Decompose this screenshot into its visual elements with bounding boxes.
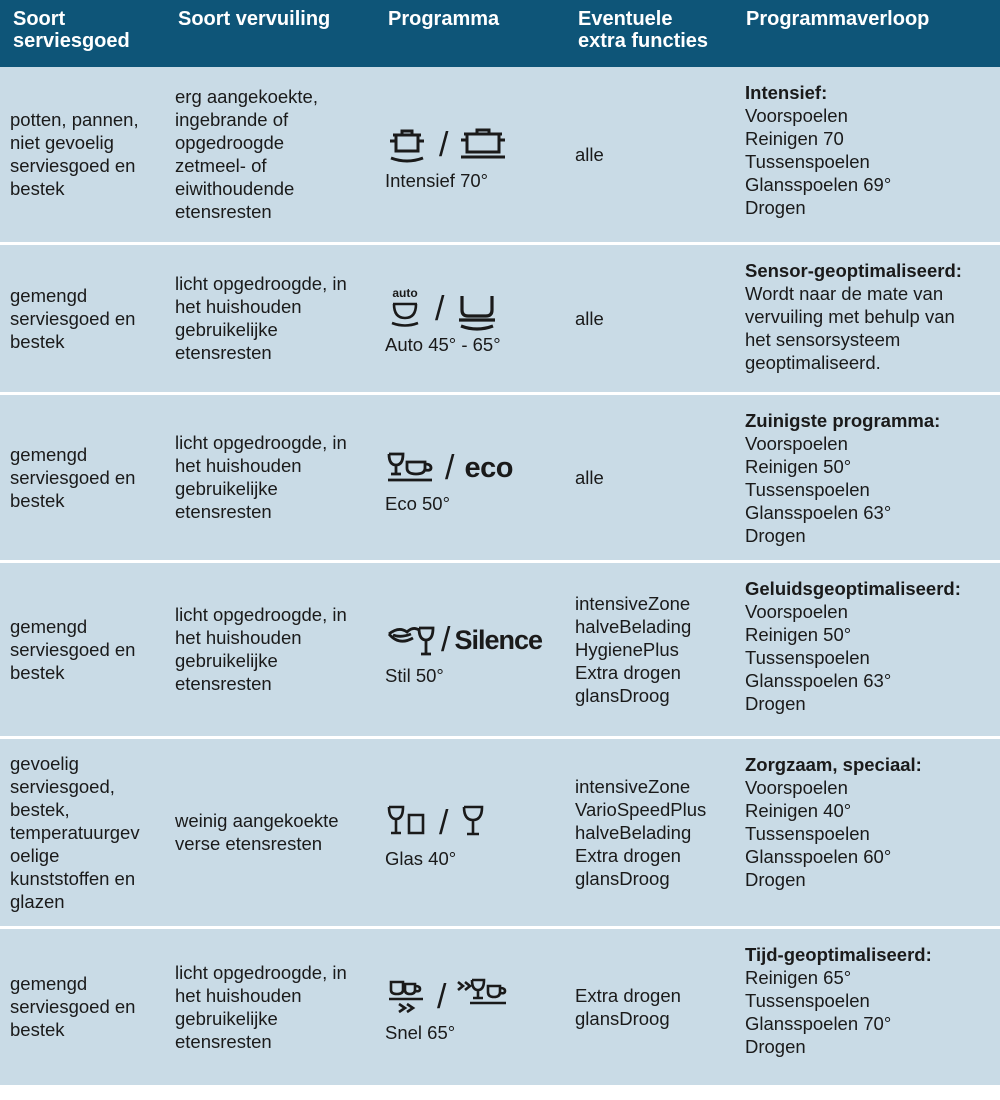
verloop-title: Zorgzaam, speciaal: <box>745 753 922 775</box>
text-line: Glansspoelen 70° <box>745 1012 892 1034</box>
text-line: het sensorsysteem <box>745 328 901 350</box>
text-line: Reinigen 50° <box>745 455 852 477</box>
text-line: etensresten <box>175 673 272 694</box>
text-line: Reinigen 50° <box>745 623 852 645</box>
text-line: Voorspoelen <box>745 600 848 622</box>
cell-vervuiling <box>165 561 375 737</box>
text-line: het huishouden <box>175 455 302 476</box>
text-line: Extra drogen <box>575 984 681 1006</box>
text-line: licht opgedroogde, in <box>175 961 347 983</box>
text-line: Tussenspoelen <box>745 646 870 668</box>
program-name: Stil 50° <box>385 664 444 686</box>
text-line: kunststoffen en <box>10 867 136 889</box>
text-line: licht opgedroogde, in <box>175 273 347 294</box>
text-line: serviesgoed en <box>10 155 136 177</box>
cell-extra <box>565 737 733 927</box>
header-programmaverloop: Programmaverloop <box>746 8 930 30</box>
text-line: bestek <box>10 330 65 352</box>
header-extra-functies: Eventuele extra functies <box>578 8 709 52</box>
program-icons <box>385 795 557 851</box>
text-line: erg aangekoekte, <box>175 86 318 108</box>
text-line: het huishouden <box>175 627 302 648</box>
text-line: gemengd <box>10 443 88 465</box>
table-row-eco <box>0 393 1000 561</box>
cell-serviesgoed <box>0 927 165 1085</box>
silence-lips-glass-icon <box>385 622 437 658</box>
text-line: etensresten <box>175 342 272 363</box>
program-icons <box>385 440 557 496</box>
cell-programma <box>375 393 565 561</box>
text-line: bestek <box>10 489 65 511</box>
program-name: Intensief 70° <box>385 169 489 191</box>
icon-separator: / <box>435 289 445 328</box>
text-line: serviesgoed en <box>10 638 136 660</box>
text-line: gebruikelijke <box>175 319 278 340</box>
icon-separator: / <box>439 125 449 164</box>
cell-programma <box>375 737 565 927</box>
cell-serviesgoed <box>0 737 165 927</box>
text-line: Tussenspoelen <box>745 478 870 500</box>
text-line: gebruikelijke <box>175 650 278 671</box>
text-line: bestek <box>10 1019 65 1041</box>
table-row-auto <box>0 243 1000 393</box>
cell-programma <box>375 561 565 737</box>
text-line: licht opgedroogde, in <box>175 604 347 625</box>
text-line: gebruikelijke <box>175 1007 278 1029</box>
text-line: Drogen <box>745 197 806 218</box>
text-line: vervuiling met behulp van <box>745 305 955 327</box>
table-row-glas <box>0 737 1000 927</box>
text-line: Drogen <box>745 524 806 546</box>
auto-bowl-icon <box>454 286 500 332</box>
text-line: halveBelading <box>575 821 692 843</box>
text-line: VarioSpeedPlus <box>575 798 707 820</box>
cell-verloop <box>733 737 1000 927</box>
program-name: Snel 65° <box>385 1022 456 1044</box>
text-line: serviesgoed en <box>10 996 136 1018</box>
text-line: HygienePlus <box>575 638 679 660</box>
text-line: Glansspoelen 69° <box>745 174 892 195</box>
cell-vervuiling <box>165 243 375 393</box>
text-line: gemengd <box>10 284 88 306</box>
text-line: Reinigen 40° <box>745 799 852 821</box>
text-line: gemengd <box>10 973 88 995</box>
cell-extra <box>565 561 733 737</box>
text-line: halveBelading <box>575 615 692 637</box>
icon-separator: / <box>439 803 449 842</box>
text-line: bestek <box>10 661 65 683</box>
text-line: weinig aangekoekte <box>175 810 339 831</box>
text-line: alle <box>575 307 604 329</box>
verloop-title: Sensor-geoptimaliseerd: <box>745 259 962 281</box>
text-line: Voorspoelen <box>745 432 848 454</box>
text-line: ingebrande of <box>175 109 289 131</box>
text-line: het huishouden <box>175 296 302 317</box>
text-line: bestek, <box>10 798 70 820</box>
program-name: Auto 45° - 65° <box>385 333 501 355</box>
cell-vervuiling <box>165 737 375 927</box>
cell-vervuiling <box>165 67 375 243</box>
verloop-title: Intensief: <box>745 82 828 103</box>
text-line: serviesgoed en <box>10 307 136 329</box>
cell-extra <box>565 393 733 561</box>
cell-serviesgoed <box>0 393 165 561</box>
text-line: Reinigen 70 <box>745 128 844 149</box>
text-line: oelige <box>10 844 60 866</box>
cell-serviesgoed <box>0 67 165 243</box>
table-header-row <box>0 0 1000 67</box>
text-line: serviesgoed en <box>10 466 136 488</box>
text-line: het huishouden <box>175 984 302 1006</box>
icon-separator: / <box>437 978 447 1017</box>
program-icons <box>385 969 557 1025</box>
text-line: intensiveZone <box>575 775 691 797</box>
text-line: Glansspoelen 63° <box>745 669 892 691</box>
text-line: Drogen <box>745 692 806 714</box>
text-line: gebruikelijke <box>175 478 278 499</box>
quick-dishes-icon <box>385 976 427 1018</box>
wine-glass-icon <box>458 803 488 843</box>
text-line: serviesgoed, <box>10 775 115 797</box>
text-line: verse etensresten <box>175 833 323 854</box>
table-row-silence <box>0 561 1000 737</box>
intensive-pot-small-icon <box>385 123 429 167</box>
icon-separator: / <box>441 620 451 659</box>
text-line: Drogen <box>745 1035 806 1057</box>
text-line: geoptimaliseerd. <box>745 351 881 373</box>
program-icons <box>385 117 557 173</box>
silence-word-icon: Silence <box>454 624 543 655</box>
icon-separator: / <box>445 448 455 487</box>
text-line: licht opgedroogde, in <box>175 432 347 453</box>
text-line: bestek <box>10 178 65 200</box>
text-line: Extra drogen <box>575 661 681 683</box>
text-line: Glansspoelen 63° <box>745 501 892 523</box>
cell-verloop <box>733 393 1000 561</box>
cell-programma <box>375 67 565 243</box>
text-line: temperatuurgev <box>10 821 140 843</box>
glass-cup-icon <box>385 803 429 843</box>
cell-verloop <box>733 243 1000 393</box>
cell-serviesgoed <box>0 561 165 737</box>
program-name: Eco 50° <box>385 492 450 514</box>
text-line: Drogen <box>745 868 806 890</box>
program-icons <box>385 612 557 668</box>
text-line: eiwithoudende <box>175 178 295 200</box>
text-line: intensiveZone <box>575 592 691 614</box>
text-line: gevoelig <box>10 752 79 774</box>
text-line: glansDroog <box>575 867 670 889</box>
eco-word-icon: eco <box>464 451 513 484</box>
text-line: glansDroog <box>575 1007 670 1029</box>
cell-programma <box>375 927 565 1085</box>
auto-dishes-icon <box>385 286 425 332</box>
auto-label: auto <box>392 285 418 300</box>
cell-programma <box>375 243 565 393</box>
text-line: Tussenspoelen <box>745 989 870 1011</box>
cell-serviesgoed <box>0 243 165 393</box>
text-line: Voorspoelen <box>745 105 848 126</box>
text-line: Wordt naar de mate van <box>745 282 944 304</box>
text-line: etensresten <box>175 501 272 522</box>
program-name: Glas 40° <box>385 847 457 869</box>
cell-extra <box>565 243 733 393</box>
text-line: zetmeel- of <box>175 155 267 177</box>
cell-vervuiling <box>165 393 375 561</box>
cell-verloop <box>733 67 1000 243</box>
header-soort-serviesgoed: Soort serviesgoed <box>13 8 130 52</box>
text-line: opgedroogde <box>175 132 285 154</box>
text-line: Tussenspoelen <box>745 151 870 172</box>
text-line: potten, pannen, <box>10 109 139 131</box>
cell-extra <box>565 67 733 243</box>
text-line: etensresten <box>175 201 272 223</box>
text-line: alle <box>575 466 604 488</box>
text-line: Reinigen 65° <box>745 966 852 988</box>
text-line: etensresten <box>175 1030 272 1052</box>
text-line: alle <box>575 143 604 165</box>
text-line: Tussenspoelen <box>745 822 870 844</box>
cell-verloop <box>733 927 1000 1085</box>
text-line: gemengd <box>10 615 88 637</box>
text-line: niet gevoelig <box>10 132 114 154</box>
eco-glass-cup-icon <box>385 448 435 488</box>
verloop-title: Zuinigste programma: <box>745 409 941 431</box>
cell-vervuiling <box>165 927 375 1085</box>
intensive-pot-large-icon <box>458 123 508 167</box>
text-line: Glansspoelen 60° <box>745 845 892 867</box>
cell-verloop <box>733 561 1000 737</box>
table-row-intensief <box>0 67 1000 243</box>
table-row-snel <box>0 927 1000 1085</box>
verloop-title: Tijd-geoptimaliseerd: <box>745 943 932 965</box>
text-line: Voorspoelen <box>745 776 848 798</box>
program-icons <box>385 281 557 337</box>
text-line: glazen <box>10 890 65 912</box>
text-line: glansDroog <box>575 684 670 706</box>
quick-glass-cup-icon <box>456 976 508 1018</box>
text-line: Extra drogen <box>575 844 681 866</box>
header-soort-vervuiling: Soort vervuiling <box>178 8 331 30</box>
verloop-title: Geluidsgeoptimaliseerd: <box>745 577 961 599</box>
cell-extra <box>565 927 733 1085</box>
header-programma: Programma <box>388 8 500 30</box>
